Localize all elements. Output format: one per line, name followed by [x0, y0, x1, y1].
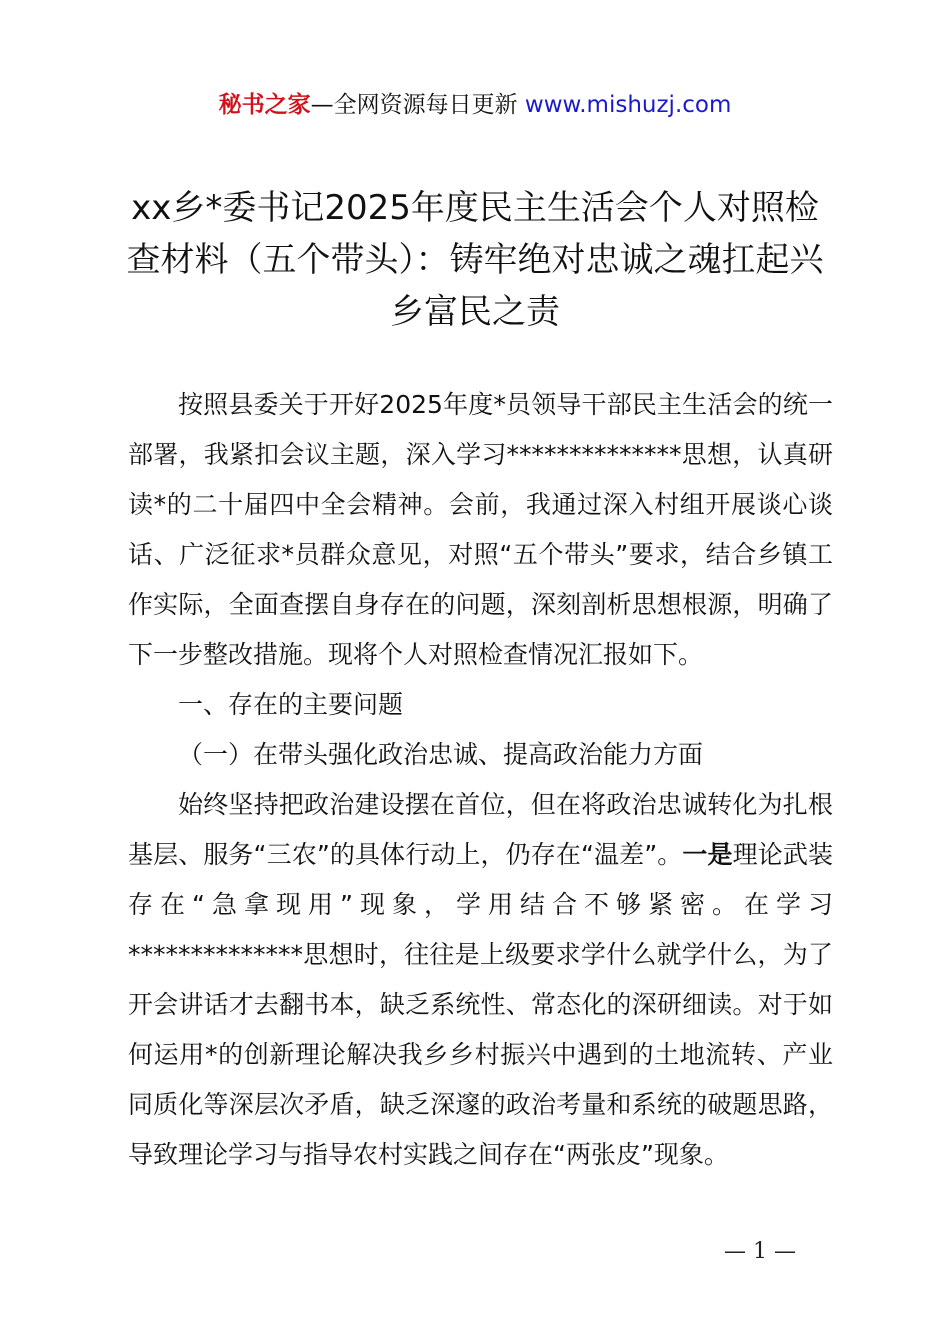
intro-paragraph: 按照县委关于开好2025年度*员领导干部民主生活会的统一部署，我紧扣会议主题，深入学习**************思想，认真研读*的二十届四中全会精神。会前，我通过深入村组开展谈心谈话、广泛征求*员群众意见，对照“五个带头”要求，结合乡镇工作实际，全面查摆自身存在的问题，深刻剖析思想根源，明确了下一步整改措施。现将个人对照检查情况汇报如下。 [128, 390, 833, 669]
body-paragraph [128, 780, 833, 1180]
brand-name: 秘书之家 [218, 92, 311, 118]
header-tagline: —全网资源每日更新 [310, 92, 518, 118]
document-body [128, 380, 833, 1180]
document-title: xx乡*委书记2025年度民主生活会个人对照检查材料（五个带头）：铸牢绝对忠诚之魂扛起兴乡富民之责 [126, 188, 824, 332]
section-heading: 一、存在的主要问题 [178, 690, 404, 719]
page-number: — 1 — [724, 1239, 796, 1264]
subsection-heading: （一）在带头强化政治忠诚、提高政治能力方面 [178, 740, 704, 769]
site-url-link[interactable]: www.mishuzj.com [524, 92, 732, 118]
site-header [0, 88, 950, 122]
body-lead-text: 始终坚持把政治建设摆在首位，但在将政治忠诚转化为扎根基层、服务“三农”的具体行动上，仍存在“温差”。 [128, 790, 833, 869]
body-bold-marker: 一是 [682, 840, 733, 869]
body-rest-text: 理论武装存在“急拿现用”现象，学用结合不够紧密。在学习**************思想时，往往是上级要求学什么就学什么，为了开会讲话才去翻书本，缺乏系统性、常态化的深研细读。对于如何运用*的创新理论解决我乡乡村振兴中遇到的土地流转、产业同质化等深层次矛盾，缺乏深邃的政治考量和系统的破题思路，导致理论学习与指导农村实践之间存在“两张皮”现象。 [128, 840, 833, 1169]
